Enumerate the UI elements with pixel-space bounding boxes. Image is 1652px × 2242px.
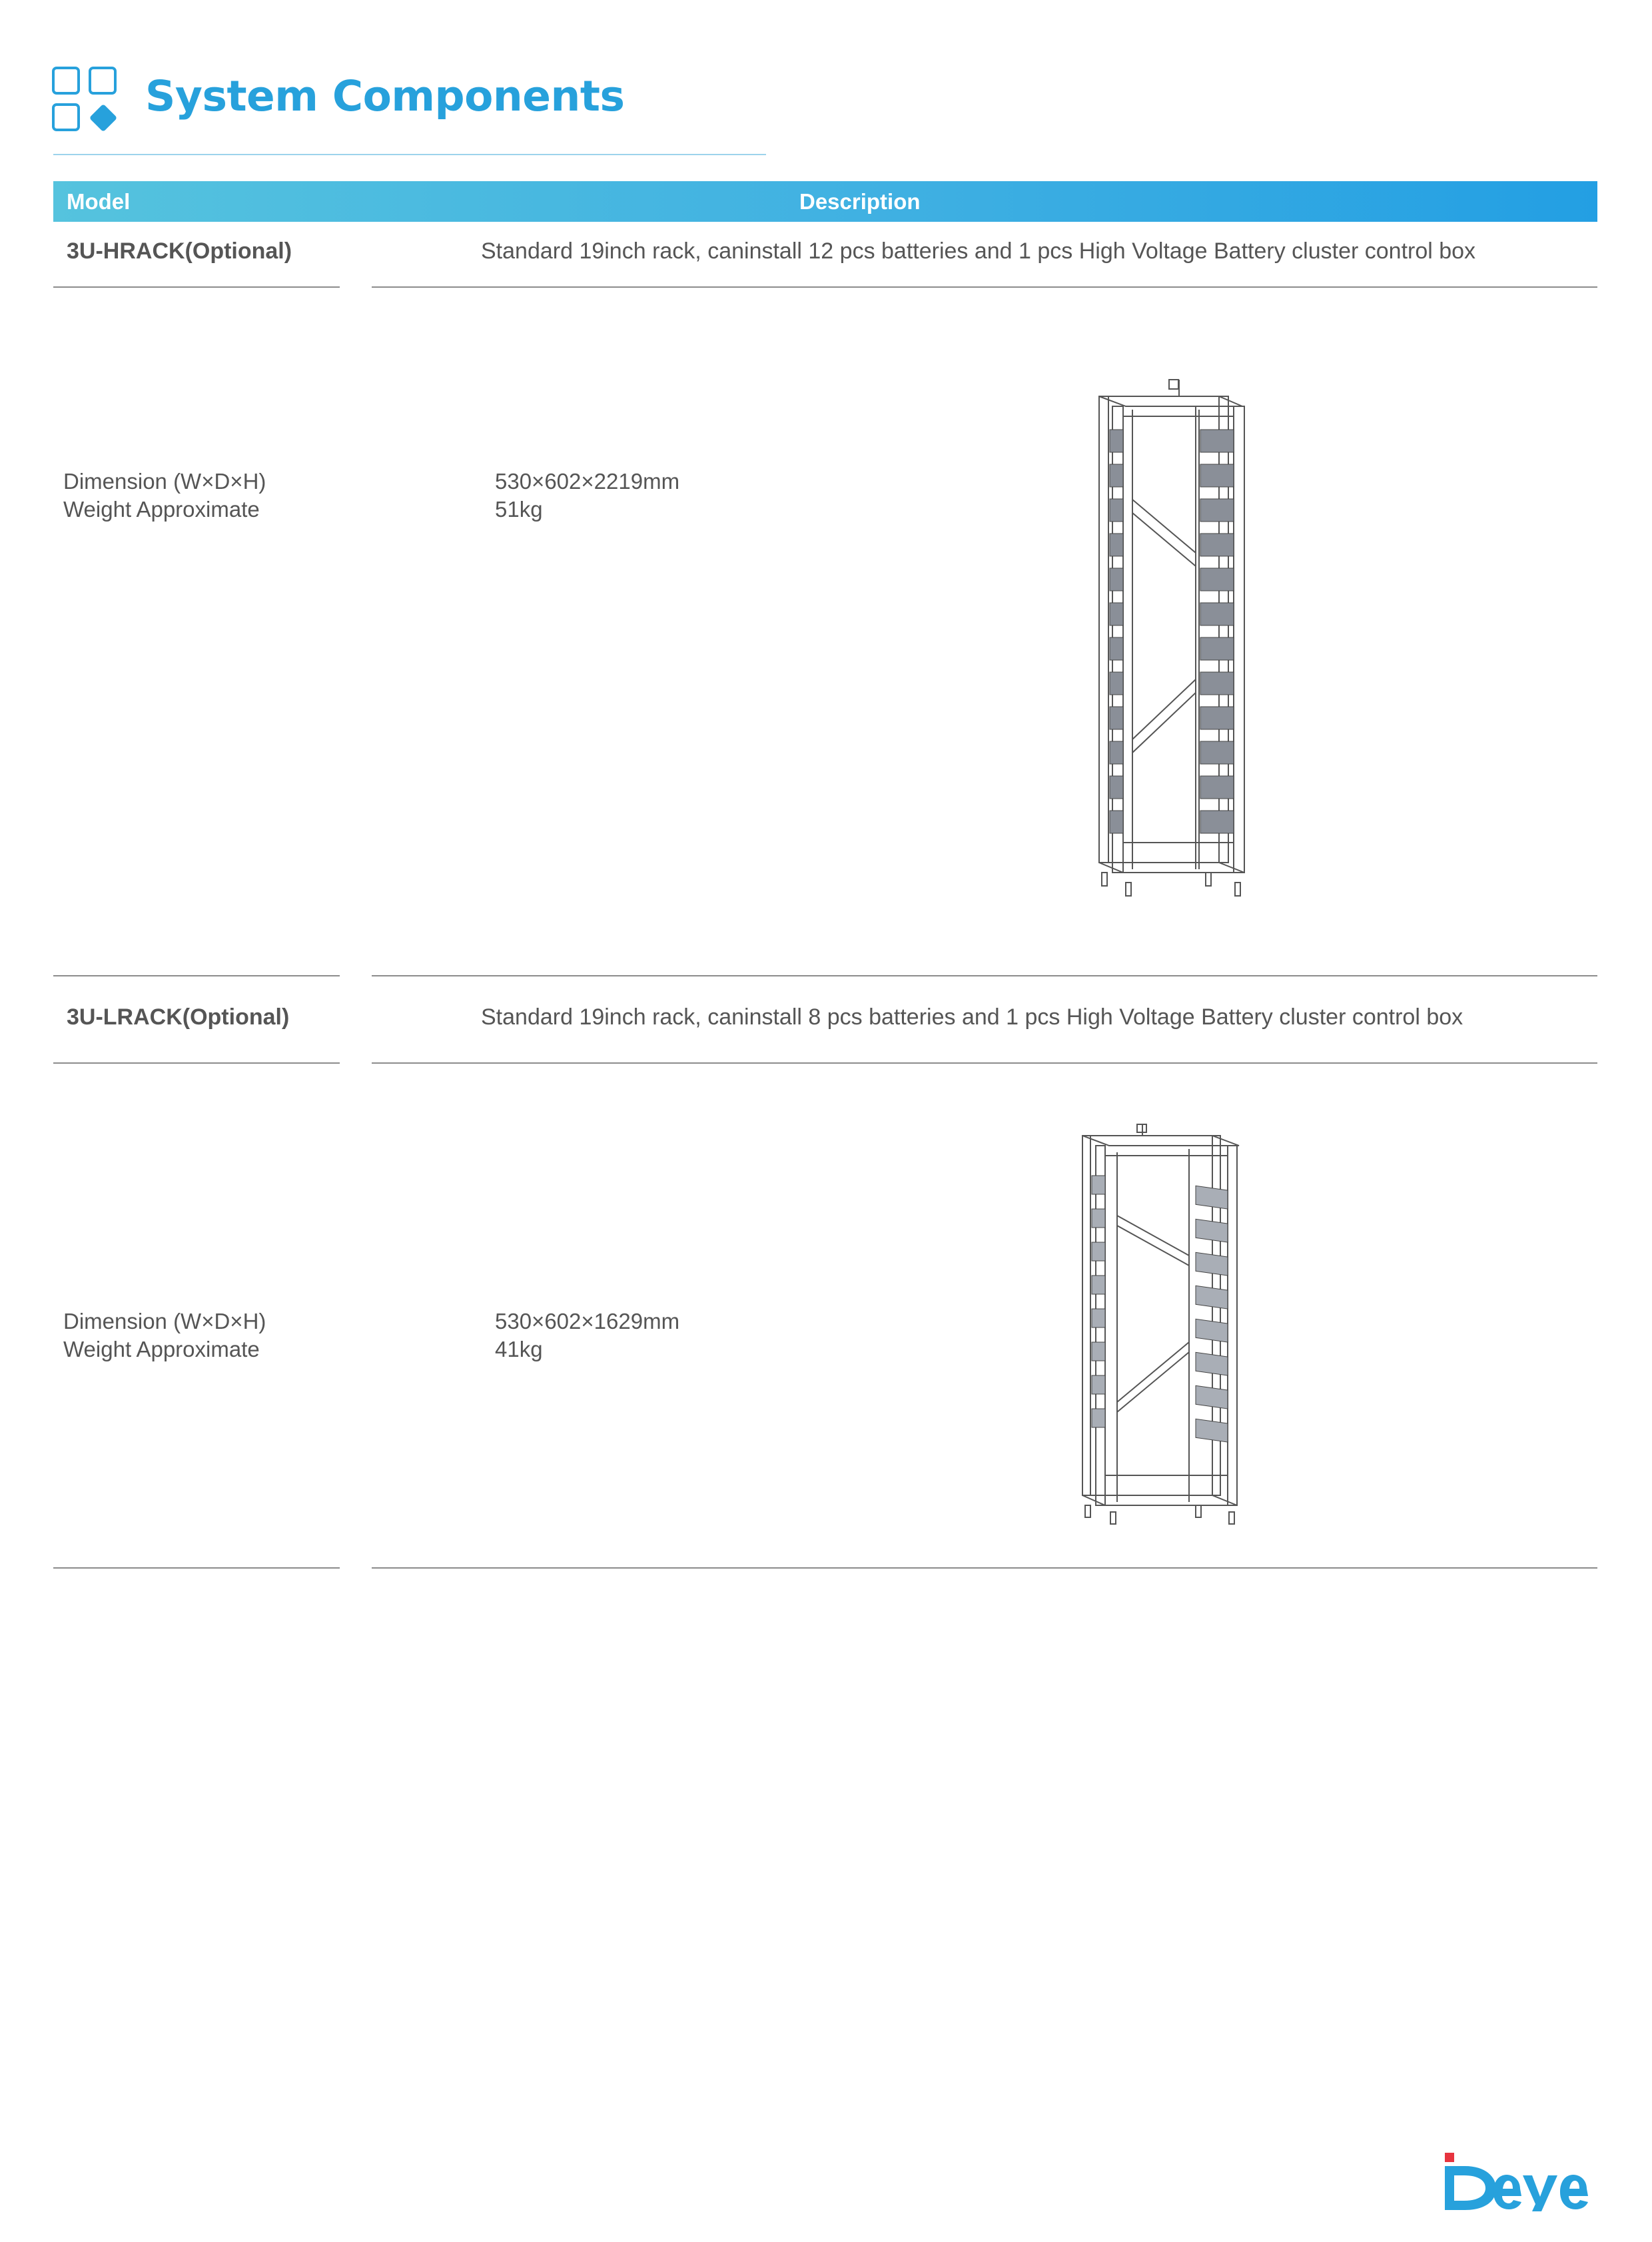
dimension-label: Dimension (W×D×H) xyxy=(63,469,266,494)
title-divider xyxy=(53,154,766,155)
rack-3u-lrack-image xyxy=(1076,1122,1246,1529)
row-divider xyxy=(372,975,1597,976)
dimension-value: 530×602×2219mm xyxy=(495,469,680,494)
spec-values xyxy=(495,468,679,524)
dimension-label: Dimension (W×D×H) xyxy=(63,1309,266,1333)
spec-labels xyxy=(63,1308,266,1363)
deye-logo xyxy=(1442,2145,1601,2211)
row-divider xyxy=(53,975,340,976)
weight-value: 51kg xyxy=(495,497,543,522)
weight-label: Weight Approximate xyxy=(63,1337,260,1361)
row-divider xyxy=(372,286,1597,288)
dimension-value: 530×602×1629mm xyxy=(495,1309,680,1333)
column-header-description: Description xyxy=(799,189,921,214)
weight-value: 41kg xyxy=(495,1337,543,1361)
model-name: 3U-HRACK(Optional) xyxy=(67,238,292,264)
row-divider xyxy=(53,286,340,288)
column-header-model: Model xyxy=(67,189,131,214)
weight-label: Weight Approximate xyxy=(63,497,260,522)
row-divider xyxy=(53,1567,340,1569)
rack-3u-hrack-image xyxy=(1086,376,1252,906)
model-name: 3U-LRACK(Optional) xyxy=(67,1004,290,1030)
spec-values xyxy=(495,1308,679,1363)
row-divider xyxy=(53,1062,340,1064)
model-description: Standard 19inch rack, caninstall 8 pcs batteries and 1 pcs High Voltage Battery cluster control box xyxy=(481,1004,1463,1030)
spec-labels xyxy=(63,468,266,524)
page-title: System Components xyxy=(145,72,625,121)
table-header xyxy=(53,181,1597,222)
components-grid-icon xyxy=(52,67,120,135)
row-divider xyxy=(372,1062,1597,1064)
model-description: Standard 19inch rack, caninstall 12 pcs batteries and 1 pcs High Voltage Battery cluster control box xyxy=(481,238,1476,264)
row-divider xyxy=(372,1567,1597,1569)
